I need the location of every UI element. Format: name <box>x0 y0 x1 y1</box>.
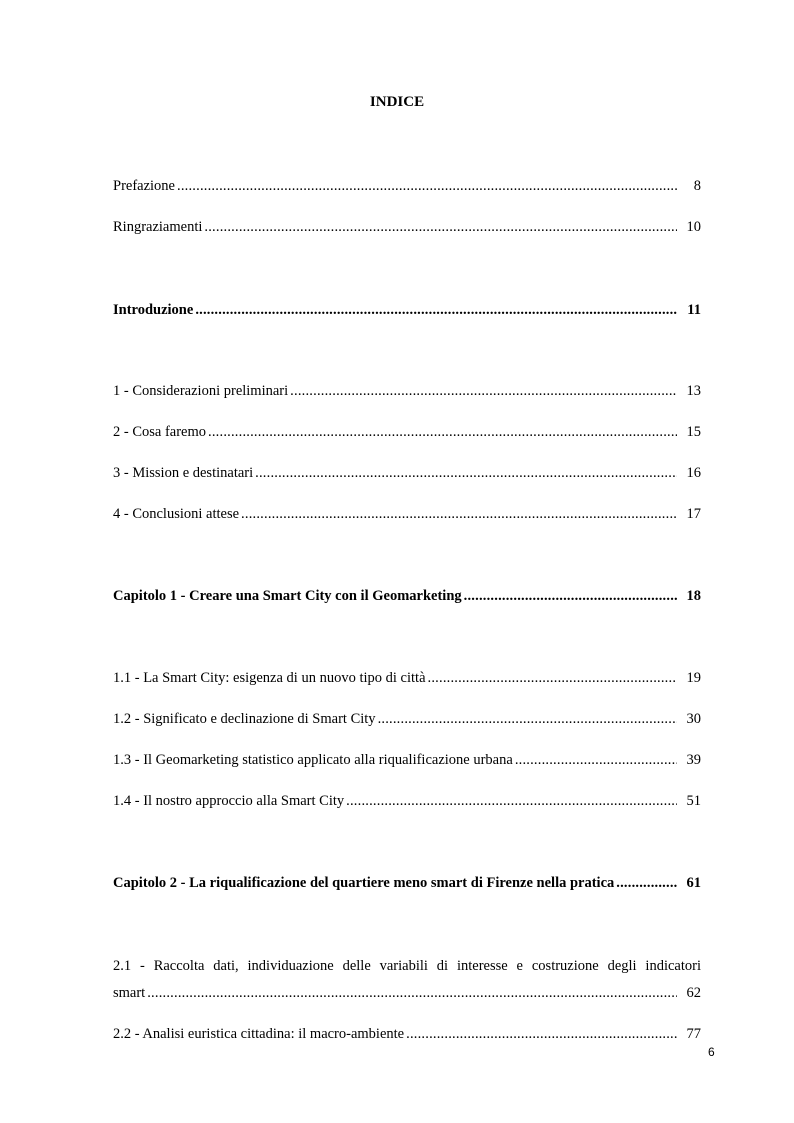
leader-dots <box>428 668 677 688</box>
leader-dots <box>147 983 677 1003</box>
toc-entry-4[interactable] <box>113 504 701 524</box>
leader-dots <box>195 300 677 320</box>
entry-page: 62 <box>686 985 701 1001</box>
entry-page: 51 <box>686 793 701 809</box>
toc-entry-1-2[interactable] <box>113 709 701 729</box>
entry-text: smart <box>113 985 146 1001</box>
entry-text: 1.4 - Il nostro approccio alla Smart City <box>113 793 345 809</box>
toc-entry-1-3[interactable] <box>113 750 701 770</box>
entry-text: Capitolo 2 - La riqualificazione del quartiere meno smart di Firenze nella pratica <box>113 875 615 891</box>
entry-text: Prefazione <box>113 178 175 194</box>
leader-dots <box>515 750 677 770</box>
page-number: 6 <box>708 1045 715 1059</box>
toc-entry-2-1-line1[interactable]: 2.1 - Raccolta dati, individuazione delle variabili di interesse e costruzione degli indicatori <box>113 958 701 974</box>
toc-entry-3[interactable] <box>113 463 701 483</box>
toc-title: INDICE <box>369 94 425 110</box>
entry-page: 8 <box>693 178 701 194</box>
entry-page: 15 <box>686 424 701 440</box>
toc-entry-2[interactable] <box>113 422 701 442</box>
toc-entry-1[interactable] <box>113 381 701 401</box>
entry-text: Introduzione <box>113 302 194 318</box>
leader-dots <box>406 1024 677 1044</box>
entry-text: 4 - Conclusioni attese <box>113 506 240 522</box>
toc-entry-capitolo-2[interactable] <box>113 873 701 893</box>
leader-dots <box>177 176 677 196</box>
entry-text: 1.1 - La Smart City: esigenza di un nuovo tipo di città <box>113 670 426 686</box>
leader-dots <box>616 873 677 893</box>
entry-text: 1 - Considerazioni preliminari <box>113 383 289 399</box>
toc-entry-prefazione[interactable] <box>113 176 701 196</box>
entry-page: 10 <box>686 219 701 235</box>
entry-text: 1.2 - Significato e declinazione di Smart City <box>113 711 376 727</box>
toc-entry-capitolo-1[interactable] <box>113 586 701 606</box>
toc-entry-introduzione[interactable] <box>113 300 701 320</box>
entry-page: 11 <box>687 302 701 318</box>
leader-dots <box>204 217 677 237</box>
toc-entry-1-1[interactable] <box>113 668 701 688</box>
toc-entry-2-1-line2[interactable] <box>113 983 701 1003</box>
entry-page: 19 <box>686 670 701 686</box>
leader-dots <box>255 463 677 483</box>
entry-page: 18 <box>686 588 701 604</box>
entry-page: 61 <box>686 875 701 891</box>
toc-entry-1-4[interactable] <box>113 791 701 811</box>
entry-text: 1.3 - Il Geomarketing statistico applicato alla riqualificazione urbana <box>113 752 513 768</box>
entry-text: 3 - Mission e destinatari <box>113 465 254 481</box>
entry-page: 39 <box>686 752 701 768</box>
entry-page: 16 <box>686 465 701 481</box>
leader-dots <box>208 422 677 442</box>
entry-text: Ringraziamenti <box>113 219 203 235</box>
leader-dots <box>378 709 677 729</box>
entry-page: 77 <box>686 1026 701 1042</box>
leader-dots <box>346 791 677 811</box>
entry-text: Capitolo 1 - Creare una Smart City con il Geomarketing <box>113 588 462 604</box>
toc-entry-2-2[interactable] <box>113 1024 701 1044</box>
toc-entry-ringraziamenti[interactable] <box>113 217 701 237</box>
leader-dots <box>464 586 677 606</box>
entry-page: 30 <box>686 711 701 727</box>
entry-text: 2 - Cosa faremo <box>113 424 207 440</box>
entry-page: 13 <box>686 383 701 399</box>
entry-text: 2.2 - Analisi euristica cittadina: il macro-ambiente <box>113 1026 405 1042</box>
leader-dots <box>241 504 677 524</box>
leader-dots <box>290 381 677 401</box>
entry-page: 17 <box>686 506 701 522</box>
